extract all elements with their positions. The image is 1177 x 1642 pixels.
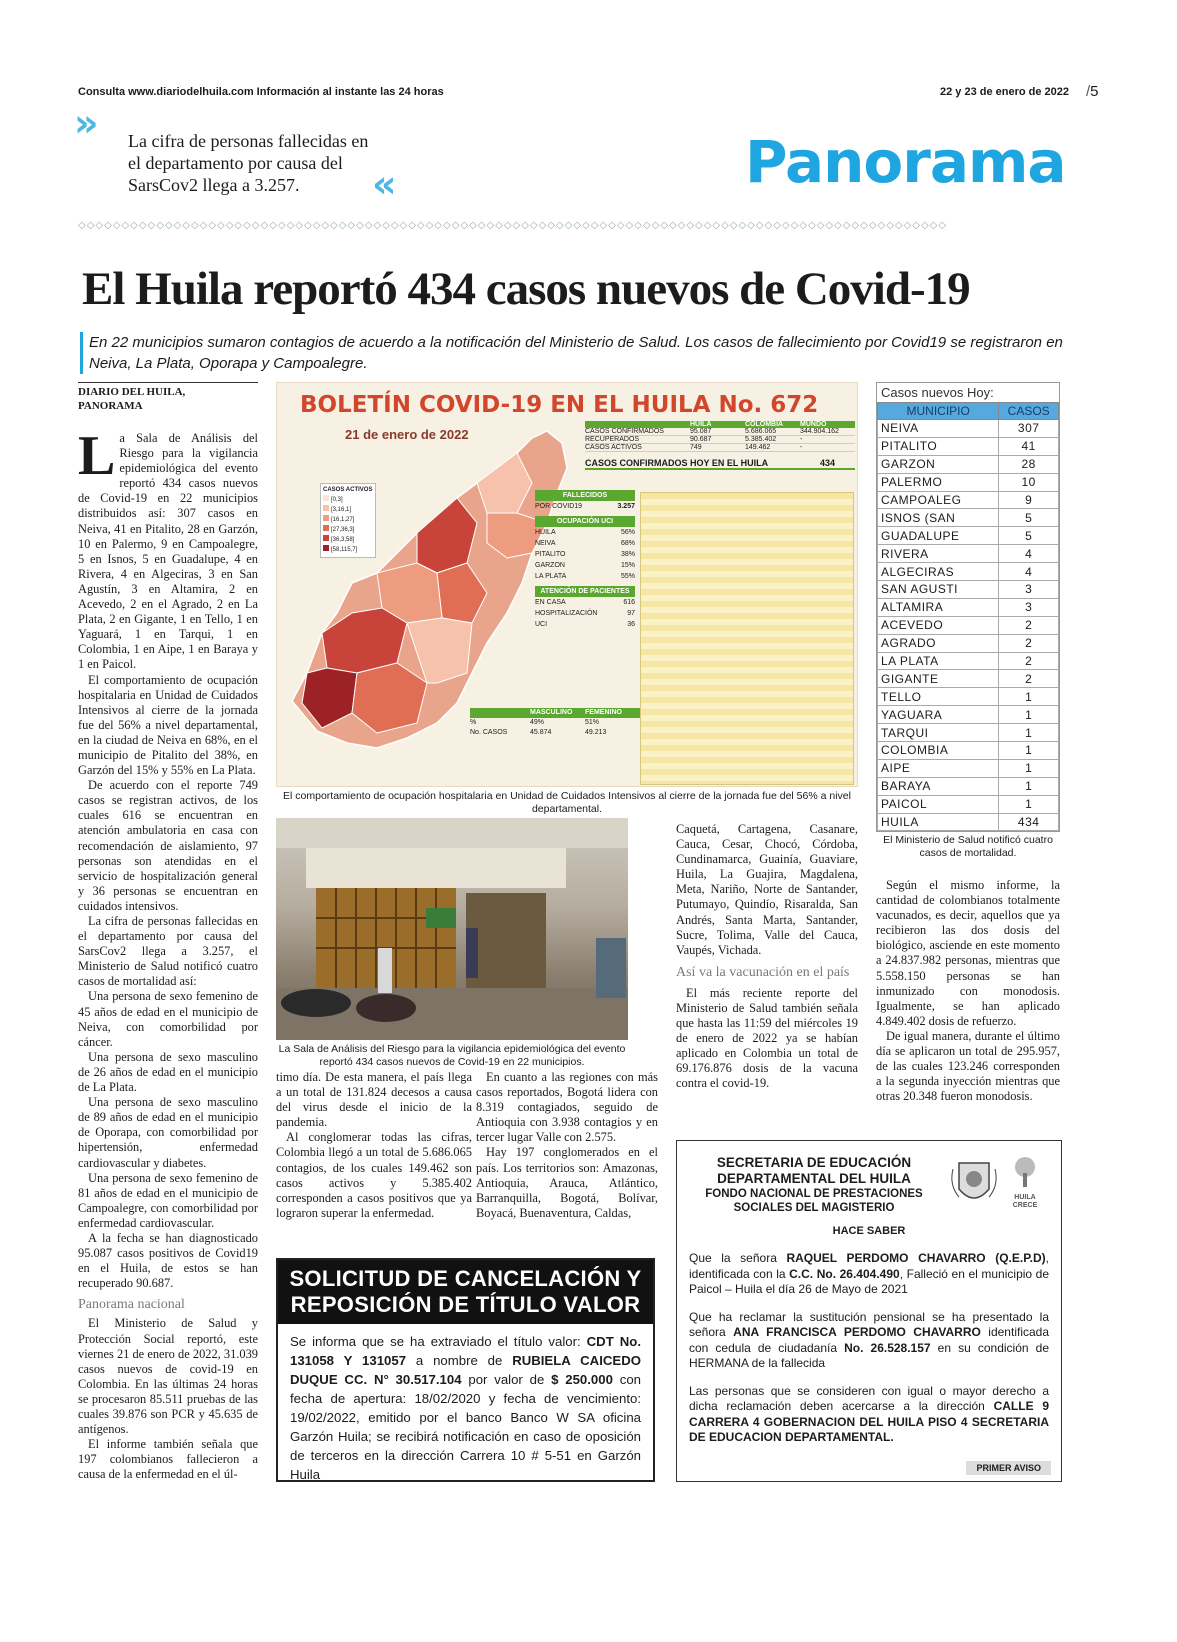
legend-swatch bbox=[323, 525, 329, 531]
byline-2: PANORAMA bbox=[78, 400, 143, 412]
ad2-heading bbox=[689, 1155, 939, 1215]
pull-quote: La cifra de personas fallecidas en el departamento por causa del SarsCov2 llega a 3.257. bbox=[128, 131, 369, 195]
article-column-5 bbox=[876, 878, 1060, 1104]
ad2-h1: SECRETARIA DE EDUCACIÓN bbox=[716, 1155, 912, 1170]
photo-caption: La Sala de Análisis del Riesgo para la vigilancia epidemiológica del evento reportó 434 casos nuevos de Covid-19 en 22 municipios. bbox=[278, 1043, 626, 1068]
ad2-h2: DEPARTAMENTAL DEL HUILA bbox=[717, 1171, 911, 1186]
col1-p1: El comportamiento de ocupación hospitalaria en Unidad de Cuidados Intensivos al cierre de la jornada fue del 56% a nivel departamental, en la ciudad de Neiva en 68%, en el municipio de Pitalito del 38%, en Garzón del 15% y 55% en La Plata. bbox=[78, 672, 258, 778]
fallecidos-sub: POR COVID19 bbox=[535, 503, 583, 510]
cases-row bbox=[878, 545, 1059, 563]
col5-p0: Según el mismo informe, la cantidad de colombianos totalmente vacunados, es decir, aquellos que ya recibieron las dos dosis del biológico, asciende en este momento a 24.837.982 personas, mientras que 5.558.150 personas se han inmunizado con monodosis. Igualmente, se han aplicado 4.849.402 dosis de refuerzo. bbox=[876, 878, 1060, 1028]
legend-item bbox=[323, 515, 373, 525]
logo-text: HUILA CRECE bbox=[1012, 1194, 1038, 1209]
col4b-p0: El más reciente reporte del Ministerio de Salud también señala que hasta las 11:59 del miércoles 19 de enero de 2022 ya se habían aplicado en Colombia un total de 69.176.876 dosis de la vacuna contra el covid-19. bbox=[676, 985, 858, 1091]
sexo-block: MASCULINO FEMENINO % 49% 51% No. CASOS 45.874 49.213 bbox=[470, 708, 640, 738]
cases-row bbox=[878, 563, 1059, 581]
page-number-value: 5 bbox=[1090, 83, 1099, 100]
casos-cell: 4 bbox=[999, 563, 1059, 581]
casos-cell: 9 bbox=[999, 491, 1059, 509]
row-huila: 749 bbox=[690, 444, 702, 451]
atencion-value: 616 bbox=[623, 599, 635, 606]
header-date: 22 y 23 de enero de 2022 bbox=[940, 86, 1070, 98]
casos-cell: 1 bbox=[999, 724, 1059, 742]
sexo-f-label: FEMENINO bbox=[585, 709, 622, 716]
photo-illustration bbox=[276, 818, 628, 1040]
col-mundo: MUNDO bbox=[800, 421, 827, 428]
ad-t1: Se informa que se ha extraviado el título valor: bbox=[290, 1334, 587, 1349]
cases-row bbox=[878, 670, 1059, 688]
municipio-cell: GIGANTE bbox=[878, 670, 999, 688]
header-topline: Consulta www.diariodelhuila.com Información al instante las 24 horas bbox=[78, 86, 444, 98]
legend-label: [16,1,27] bbox=[331, 517, 355, 523]
legend-item bbox=[323, 505, 373, 515]
open-quote-icon: » bbox=[74, 101, 91, 145]
municipio-cell: TELLO bbox=[878, 688, 999, 706]
municipio-cell: LA PLATA bbox=[878, 652, 999, 670]
ad2-body bbox=[689, 1251, 1049, 1446]
casos-cell: 41 bbox=[999, 437, 1059, 455]
col1-p0: a Sala de Análisis del Riesgo para la vigilancia epidemiológica del evento reportó 434 casos nuevos de Covid-19 en 22 municipios distribuidos así: 307 casos en Neiva, 41 en Pitalito, 28 en Garzón, 10 en Palermo, 9 en Campoalegre, 5 en Isnos, 5 en Guadalupe, 4 en Rivera, 4 en Algeciras, 3 en San Agustín, 3 en Altamira, 2 en Acevedo, 2 en el Agrado, 2 en La Plata, 2 en Gigante, 1 en Tello, 1 en Yaguará, 1 en Tarqui, 1 en Colombia, 1 en Aipe, 1 en Baraya y 1 en Paicol. bbox=[78, 431, 258, 672]
uci-value: 15% bbox=[620, 562, 635, 569]
p1e: , Falleció en el municipio de Paicol – Huila el día 26 de Mayo de 2021 bbox=[689, 1266, 1050, 1296]
bulletin-caption: El comportamiento de ocupación hospitalaria en Unidad de Cuidados Intensivos al cierre de la jornada fue del 56% a nivel departamental. bbox=[283, 790, 851, 815]
page-number: /5 bbox=[1086, 83, 1099, 100]
legend-swatch bbox=[323, 545, 329, 551]
cases-table bbox=[876, 382, 1060, 832]
cases-row bbox=[878, 509, 1059, 527]
sexo-f-pct: 51% bbox=[585, 719, 600, 726]
p2e: en su condición de HERMANA de la fallecida bbox=[689, 1340, 1049, 1370]
map-legend bbox=[320, 483, 376, 558]
casos-cell: 4 bbox=[999, 545, 1059, 563]
headline: El Huila reportó 434 casos nuevos de Covid-19 bbox=[82, 263, 970, 315]
row-label: CASOS ACTIVOS bbox=[585, 444, 642, 451]
cases-row bbox=[878, 795, 1059, 813]
ad-titulo-title-1: SOLICITUD DE CANCELACIÓN Y bbox=[289, 1266, 642, 1291]
sexo-m-n: 45.874 bbox=[530, 729, 552, 736]
cases-row bbox=[878, 473, 1059, 491]
ad2-h4: SOCIALES DEL MAGISTERIO bbox=[733, 1202, 895, 1214]
atencion-row bbox=[535, 597, 635, 608]
ad-b3: $ 250.000 bbox=[551, 1372, 613, 1387]
p1b: RAQUEL PERDOMO CHAVARRO (Q.E.P.D) bbox=[786, 1251, 1046, 1265]
cases-row bbox=[878, 813, 1059, 831]
casos-cell: 1 bbox=[999, 777, 1059, 795]
article-column-4 bbox=[676, 822, 858, 1092]
uci-row bbox=[535, 549, 635, 560]
uci-value: 68% bbox=[620, 540, 635, 547]
close-quote-icon: « bbox=[372, 162, 389, 206]
p1d: C.C. No. 26.404.490 bbox=[789, 1266, 900, 1281]
hoy-row bbox=[585, 458, 855, 470]
casos-cell: 5 bbox=[999, 509, 1059, 527]
casos-cell: 1 bbox=[999, 706, 1059, 724]
atencion-row bbox=[535, 619, 635, 630]
uci-name: HUILA bbox=[535, 529, 556, 536]
summary-head bbox=[585, 421, 855, 428]
p2b: ANA FRANCISCA PERDOMO CHAVARRO bbox=[733, 1325, 981, 1339]
col-casos: CASOS bbox=[999, 403, 1059, 420]
col-huila: HUILA bbox=[690, 421, 712, 428]
summary-row bbox=[585, 436, 855, 444]
atencion-value: 97 bbox=[627, 610, 635, 617]
fallecidos-label: FALLECIDOS bbox=[535, 490, 635, 501]
side-stats bbox=[535, 490, 635, 630]
legend-swatch bbox=[323, 515, 329, 521]
row-huila: 90.687 bbox=[690, 436, 712, 443]
legend-item bbox=[323, 525, 373, 535]
col1b-p0: El Ministerio de Salud y Protección Social reportó, este viernes 21 de enero de 2022, 31.039 casos nuevos de covid-19 en Colombia. En las últimas 24 horas se procesaron 85.511 pruebas de las cuales 39.876 son PCR y 45.635 de antígenos. bbox=[78, 1316, 258, 1437]
municipio-cell: SAN AGUSTI bbox=[878, 581, 999, 599]
col1-p6: Una persona de sexo masculino de 89 años de edad en el municipio de Oporapa, con comorbilidad por hipertensión, enfermedad cardiovascular y diabetes. bbox=[78, 1095, 258, 1170]
atencion-value: 36 bbox=[627, 621, 635, 628]
sexo-m-pct: 49% bbox=[530, 719, 545, 726]
casos-cell: 10 bbox=[999, 473, 1059, 491]
legend-label: [58,115,7] bbox=[331, 547, 358, 553]
col1-p8: A la fecha se han diagnosticado 95.087 casos positivos de Covid19 en el Huila, de estos se han recuperado 90.687. bbox=[78, 1230, 258, 1291]
fallecidos-value: 3.257 bbox=[617, 503, 635, 510]
ad-titulo-body bbox=[278, 1324, 653, 1492]
col1-p2: De acuerdo con el reporte 749 casos se registran activos, de los cuales 616 se encuentran en atención ambulatoria en casa con recomendación de aislamiento, 97 personas son atendidas en el servicio de hospitalización general y 36 personas se encuentran en cuidados intensivos. bbox=[78, 778, 258, 913]
atencion-row bbox=[535, 608, 635, 619]
uci-name: GARZON bbox=[535, 562, 565, 569]
huila-crece-logo bbox=[1005, 1155, 1045, 1211]
municipio-cell: YAGUARA bbox=[878, 706, 999, 724]
cases-row bbox=[878, 688, 1059, 706]
col2-p1: Al conglomerar todas las cifras, Colombia llegó a un total de 5.686.065 contagios, de los cuales 149.462 son casos activos y 5.385.402 corresponden a casos positivos que ya lograron superar la enfermedad. bbox=[276, 1130, 472, 1220]
uci-row bbox=[535, 527, 635, 538]
municipio-cell: PAICOL bbox=[878, 795, 999, 813]
article-column-1 bbox=[78, 382, 258, 1482]
uci-label: OCUPACIÓN UCI bbox=[535, 516, 635, 527]
col2-p0: timo día. De esta manera, el país llega a un total de 131.824 decesos a causa del virus desde el inicio de la pandemia. bbox=[276, 1070, 472, 1130]
casos-cell: 28 bbox=[999, 455, 1059, 473]
col1b-p1: El informe también señala que 197 colombianos fallecieron a causa de la enfermedad en el úl- bbox=[78, 1437, 258, 1482]
row-colombia: 5.385.402 bbox=[745, 436, 777, 443]
cases-row bbox=[878, 420, 1059, 438]
row-colombia: 149.462 bbox=[745, 444, 771, 451]
dropcap: L bbox=[78, 425, 116, 487]
deck: En 22 municipios sumaron contagios de acuerdo a la notificación del Ministerio de Salud. Los casos de fallecimiento por Covid19 se registraron en Neiva, La Plata, Oporapa y Campoalegre. bbox=[80, 332, 1100, 374]
street-photo bbox=[276, 818, 628, 1040]
legend-item bbox=[323, 495, 373, 505]
legend-label: [0,3] bbox=[331, 497, 343, 503]
uci-row bbox=[535, 538, 635, 549]
byline-1: DIARIO DEL HUILA, bbox=[78, 386, 186, 398]
subhead-nacional: Panorama nacional bbox=[78, 1297, 185, 1313]
row-huila: 95.087 bbox=[690, 428, 712, 435]
row-label: RECUPERADOS bbox=[585, 436, 640, 443]
cases-row bbox=[878, 706, 1059, 724]
article-column-3 bbox=[476, 1070, 658, 1221]
ad-titulo-title-2: REPOSICIÓN DE TÍTULO VALOR bbox=[290, 1292, 641, 1317]
ad-t2: a nombre de bbox=[406, 1353, 513, 1368]
cases-grid bbox=[877, 402, 1059, 831]
row-label: CASOS CONFIRMADOS bbox=[585, 428, 664, 435]
legend-swatch bbox=[323, 505, 329, 511]
municipio-cell: AGRADO bbox=[878, 634, 999, 652]
cases-row bbox=[878, 598, 1059, 616]
atencion-label: ATENCIÓN DE PACIENTES bbox=[535, 586, 635, 597]
uci-value: 38% bbox=[620, 551, 635, 558]
hace-saber: HACE SABER bbox=[832, 1225, 906, 1237]
col1-body bbox=[78, 425, 258, 1482]
municipio-cell: RIVERA bbox=[878, 545, 999, 563]
municipio-cell: ACEVEDO bbox=[878, 616, 999, 634]
uci-row bbox=[535, 560, 635, 571]
uci-row bbox=[535, 571, 635, 582]
p2a: Que ha reclamar la sustitución pensional se ha presentado la señora bbox=[689, 1309, 1049, 1339]
casos-cell: 434 bbox=[999, 813, 1059, 831]
col1-p5: Una persona de sexo masculino de 26 años de edad en el municipio de La Plata. bbox=[78, 1049, 258, 1095]
municipio-cell: ALGECIRAS bbox=[878, 563, 999, 581]
municipio-cell: PITALITO bbox=[878, 437, 999, 455]
p2c: identificada con cedula de ciudadanía bbox=[689, 1325, 1050, 1355]
ad-secretaria-educacion bbox=[676, 1140, 1062, 1482]
summary-row bbox=[585, 428, 855, 436]
subhead-vacunacion: Así va la vacunación en el país bbox=[676, 964, 850, 980]
legend-title: CASOS ACTIVOS bbox=[323, 487, 373, 493]
cases-row bbox=[878, 777, 1059, 795]
municipio-cell: BARAYA bbox=[878, 777, 999, 795]
p3b: CALLE 9 CARRERA 4 GOBERNACION DEL HUILA PISO 4 SECRETARIA DE EDUCACION DEPARTAMENTAL. bbox=[689, 1399, 1049, 1444]
row-mundo: 344.904.162 bbox=[800, 428, 839, 435]
cases-row bbox=[878, 742, 1059, 760]
municipio-cell: GARZON bbox=[878, 455, 999, 473]
cases-row bbox=[878, 581, 1059, 599]
municipio-cell: ALTAMIRA bbox=[878, 598, 999, 616]
ad-titulo-header bbox=[278, 1260, 653, 1324]
col1-p4: Una persona de sexo femenino de 45 años de edad en el municipio de Neiva, con comorbilidad por cáncer. bbox=[78, 989, 258, 1049]
col3-p0: En cuanto a las regiones con más casos reportados, Bogotá lidera con 8.319 contagiados, seguido de Antioquia con 3.938 contagios y en tercer lugar Valle con 2.575. bbox=[476, 1070, 658, 1145]
casos-cell: 2 bbox=[999, 634, 1059, 652]
primer-aviso-badge: PRIMER AVISO bbox=[966, 1461, 1051, 1475]
casos-cell: 2 bbox=[999, 652, 1059, 670]
sexo-f-n: 49.213 bbox=[585, 729, 607, 736]
legend-item bbox=[323, 545, 373, 555]
article-column-2 bbox=[276, 1070, 472, 1221]
ad-titulo-valor bbox=[276, 1258, 655, 1482]
ad-t3: por valor de bbox=[461, 1372, 552, 1387]
municipio-cell: GUADALUPE bbox=[878, 527, 999, 545]
cases-row bbox=[878, 455, 1059, 473]
table-caption: El Ministerio de Salud notificó cuatro casos de mortalidad. bbox=[883, 834, 1053, 859]
casos-cell: 1 bbox=[999, 795, 1059, 813]
municipio-cell: CAMPOALEG bbox=[878, 491, 999, 509]
legend-label: [3,16,1] bbox=[331, 507, 352, 513]
uci-name: NEIVA bbox=[535, 540, 556, 547]
row-colombia: 5.686.065 bbox=[745, 428, 777, 435]
casos-cell: 1 bbox=[999, 759, 1059, 777]
cases-row bbox=[878, 652, 1059, 670]
uci-value: 55% bbox=[620, 573, 635, 580]
p1c: , identificada con la bbox=[689, 1251, 1049, 1281]
cases-table-title: Casos nuevos Hoy: bbox=[881, 385, 994, 400]
municipio-cell: HUILA bbox=[878, 813, 999, 831]
summary-table bbox=[585, 421, 855, 470]
col4-p0: Caquetá, Cartagena, Casanare, Cauca, Cesar, Chocó, Córdoba, Cundinamarca, Guainía, Guaviare, Huila, La Guajira, Magdalena, Meta, Nariño, Norte de Santander, Putumayo, Quindío, Risaralda, San Andrés, Santa Marta, Santander, Sucre, Tolima, Valle del Cauca, Vaupés, Vichada. bbox=[676, 822, 858, 957]
p3a: Las personas que se consideren con igual o mayor derecho a dicha reclamación deben acercarse a la dirección bbox=[689, 1383, 1049, 1413]
municipio-cell: NEIVA bbox=[878, 420, 999, 438]
legend-swatch bbox=[323, 495, 329, 501]
ad-b2: RUBIELA CAICEDO DUQUE CC. N° 30.517.104 bbox=[290, 1353, 641, 1387]
p1a: Que la señora bbox=[689, 1251, 787, 1265]
uci-name: PITALITO bbox=[535, 551, 566, 558]
casos-cell: 3 bbox=[999, 581, 1059, 599]
sexo-m-label: MASCULINO bbox=[530, 709, 573, 716]
hoy-value: 434 bbox=[819, 458, 835, 468]
uci-name: LA PLATA bbox=[535, 573, 567, 580]
legend-label: [27,36,3] bbox=[331, 527, 355, 533]
cases-row bbox=[878, 724, 1059, 742]
municipio-cell: ISNOS (SAN bbox=[878, 509, 999, 527]
p2d: No. 26.528.157 bbox=[844, 1340, 931, 1355]
col3-p1: Hay 197 conglomerados en el país. Los territorios son: Amazonas, Antioquia, Arauca, Atlántico, Barranquilla, Bogotá, Bolívar, Boyacá, Buenaventura, Caldas, bbox=[476, 1145, 658, 1220]
uci-value: 56% bbox=[620, 529, 635, 536]
municipio-cell: TARQUI bbox=[878, 724, 999, 742]
row-mundo: - bbox=[800, 444, 803, 451]
bulletin-title: BOLETÍN COVID-19 EN EL HUILA No. 672 bbox=[300, 392, 819, 418]
casos-cell: 2 bbox=[999, 670, 1059, 688]
atencion-name: UCI bbox=[535, 621, 548, 628]
casos-cell: 307 bbox=[999, 420, 1059, 438]
section-title: Panorama bbox=[745, 128, 1066, 196]
casos-cell: 1 bbox=[999, 742, 1059, 760]
col-municipio: MUNICIPIO bbox=[878, 403, 999, 420]
ad-t4: con fecha de apertura: 18/02/2020 y fecha de vencimiento: 19/02/2022, emitido por el banco Banco W SA oficina Garzón Huila; se recibirá notificación en caso de oposición de terceros en la dirección Carrera 10 # 5-51 en Garzón Huila bbox=[290, 1372, 641, 1482]
legend-label: [36,3,58] bbox=[331, 537, 355, 543]
col1-p3: La cifra de personas fallecidas en el departamento por causa del SarsCov2 llega a 3.257, el Ministerio de Salud notificó cuatro casos de mortalidad así: bbox=[78, 914, 258, 989]
col1-p7: Una persona de sexo femenino de 81 años de edad en el municipio de Campoalegre, con comorbilidad por enfermedad cardiovascular. bbox=[78, 1170, 258, 1230]
casos-cell: 5 bbox=[999, 527, 1059, 545]
casos-cell: 1 bbox=[999, 688, 1059, 706]
atencion-name: HOSPITALIZACIÓN bbox=[535, 610, 598, 617]
casos-cell: 2 bbox=[999, 616, 1059, 634]
cases-row bbox=[878, 634, 1059, 652]
ad-b1: CDT No. 131058 Y 131057 bbox=[290, 1334, 642, 1368]
divider: ◇◇◇◇◇◇◇◇◇◇◇◇◇◇◇◇◇◇◇◇◇◇◇◇◇◇◇◇◇◇◇◇◇◇◇◇◇◇◇◇◇◇◇◇◇◇◇◇◇◇◇◇◇◇◇◇◇◇◇◇◇◇◇◇◇◇◇◇◇◇◇◇◇◇◇◇◇◇◇◇◇◇◇◇◇◇◇◇◇◇◇◇◇◇◇◇◇◇◇◇ bbox=[78, 220, 948, 231]
cases-row bbox=[878, 759, 1059, 777]
municipal-detail-table bbox=[640, 492, 854, 785]
legend-item bbox=[323, 535, 373, 545]
summary-row bbox=[585, 444, 855, 452]
col5-p1: De igual manera, durante el último día se aplicaron un total de 295.957, de las cuales 123.246 corresponden a la segunda inyección mientras que otras 20.348 fueron monodosis. bbox=[876, 1028, 1060, 1104]
ad2-h3: FONDO NACIONAL DE PRESTACIONES bbox=[705, 1188, 923, 1200]
bulletin-date: 21 de enero de 2022 bbox=[345, 427, 469, 442]
cases-row bbox=[878, 616, 1059, 634]
municipio-cell: COLOMBIA bbox=[878, 742, 999, 760]
casos-cell: 3 bbox=[999, 598, 1059, 616]
atencion-name: EN CASA bbox=[535, 599, 566, 606]
cases-row bbox=[878, 527, 1059, 545]
cases-row bbox=[878, 437, 1059, 455]
coat-of-arms-icon bbox=[949, 1155, 999, 1211]
cases-row bbox=[878, 491, 1059, 509]
municipio-cell: AIPE bbox=[878, 759, 999, 777]
municipio-cell: PALERMO bbox=[878, 473, 999, 491]
col-colombia: COLOMBIA bbox=[745, 421, 784, 428]
legend-swatch bbox=[323, 535, 329, 541]
row-mundo: - bbox=[800, 436, 803, 443]
hoy-label: CASOS CONFIRMADOS HOY EN EL HUILA bbox=[585, 458, 769, 468]
